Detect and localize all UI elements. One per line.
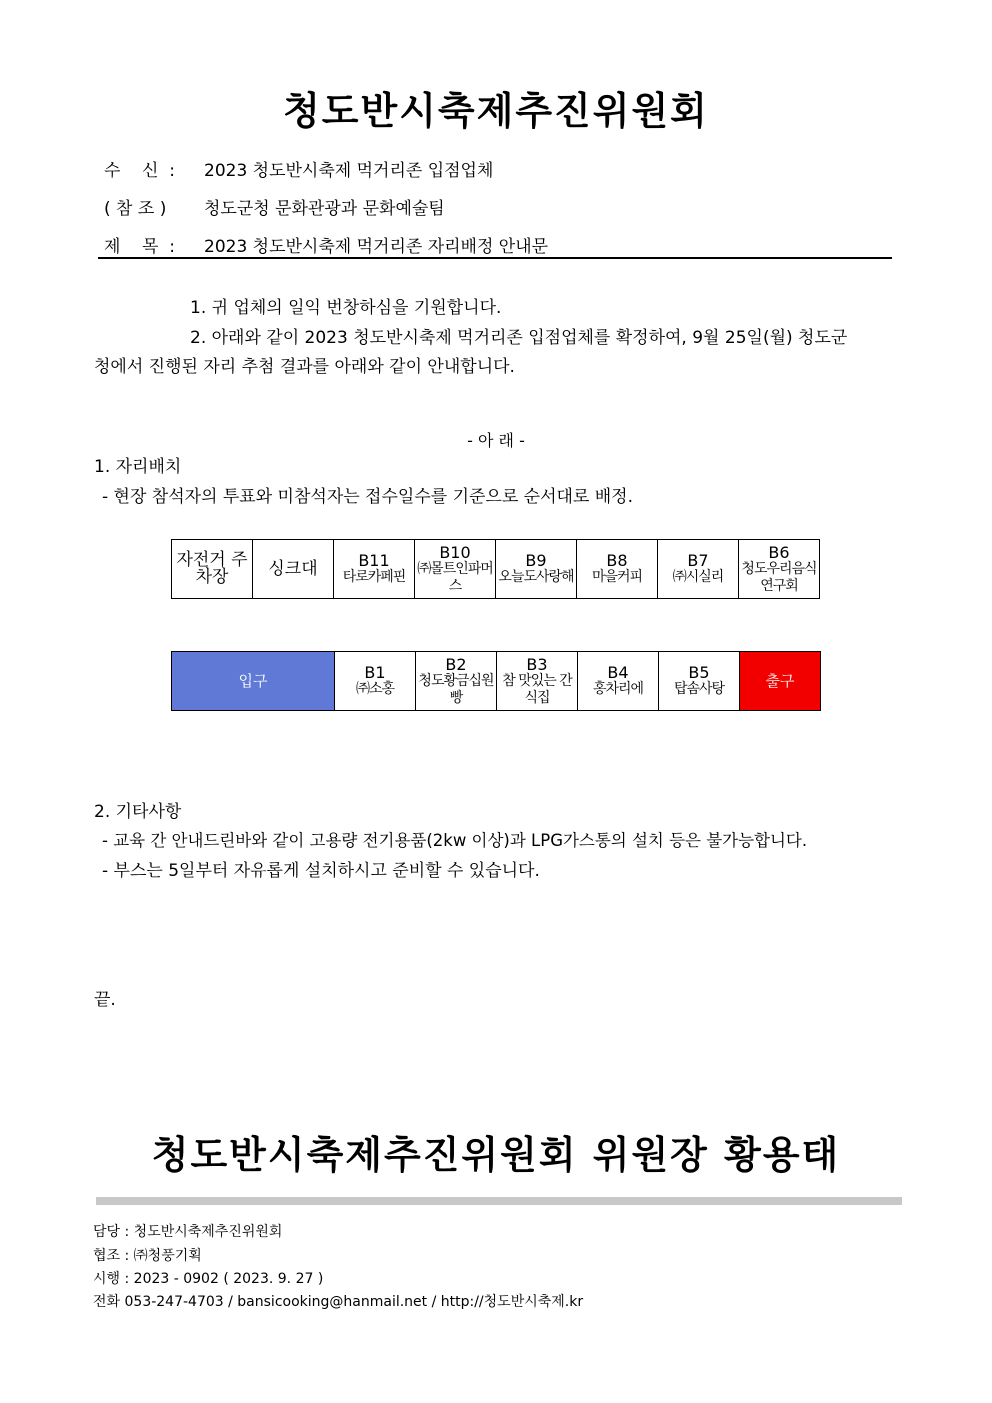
section1-heading: 1. 자리배치 xyxy=(94,457,182,477)
booth-code: B7 xyxy=(687,551,709,570)
booth-code: B3 xyxy=(526,654,548,674)
booth-code: B2 xyxy=(445,654,467,674)
booth-b2 xyxy=(416,652,497,711)
booth-code: B4 xyxy=(607,663,629,682)
exit-cell xyxy=(740,652,821,711)
booth-b6 xyxy=(739,540,820,599)
section1-note: - 현장 참석자의 투표와 미참석자는 접수일수를 기준으로 순서대로 배정. xyxy=(102,487,634,507)
bottom-booth-row xyxy=(171,651,821,711)
below-label: - 아 래 - xyxy=(467,431,525,450)
booth-code: B6 xyxy=(768,542,790,562)
footer-phone: 전화 053-247-4703 / bansicooking@hanmail.net / http://청도반시축제.kr xyxy=(93,1294,584,1310)
footer-divider xyxy=(96,1197,902,1205)
booth-code: B5 xyxy=(688,663,710,682)
paragraph-2-line-1: 2. 아래와 같이 2023 청도반시축제 먹거리존 입점업체를 확정하여, 9월 25일(월) 청도군 xyxy=(190,328,848,348)
header-divider xyxy=(98,257,892,259)
footer-issue: 시행 : 2023 - 0902 ( 2023. 9. 27 ) xyxy=(93,1271,324,1287)
booth-b11 xyxy=(334,540,415,599)
paragraph-1: 1. 귀 업체의 일익 번창하심을 기원합니다. xyxy=(190,298,502,318)
reference-value: 청도군청 문화관광과 문화예술팀 xyxy=(204,199,445,219)
recipient-row xyxy=(104,156,493,181)
bike-parking-label: 자전거 주차장 xyxy=(176,550,248,587)
subject-label: 제 목 : xyxy=(104,237,175,257)
booth-name: 홍차리에 xyxy=(592,681,644,697)
booth-b7 xyxy=(658,540,739,599)
reference-label: ( 참 조 ) xyxy=(104,199,167,219)
booth-code: B8 xyxy=(606,551,628,570)
footer-cooperation: 협조 : ㈜청풍기획 xyxy=(93,1248,202,1264)
footer-contact: 담당 : 청도반시축제추진위원회 xyxy=(93,1224,283,1240)
sink-label: 싱크대 xyxy=(268,558,318,579)
booth-name: ㈜소홍 xyxy=(355,681,395,697)
bike-parking-cell xyxy=(172,540,253,599)
booth-name: ㈜몰트인파머스 xyxy=(417,560,493,594)
booth-name: 청도우리음식연구회 xyxy=(741,560,817,594)
booth-name: 탑솜사탕 xyxy=(673,681,725,697)
sink-cell xyxy=(253,540,334,599)
paragraph-2-line-2: 청에서 진행된 자리 추첨 결과를 아래와 같이 안내합니다. xyxy=(94,357,515,377)
booth-b9 xyxy=(496,540,577,599)
section2-heading: 2. 기타사항 xyxy=(94,802,182,822)
booth-b10 xyxy=(415,540,496,599)
entrance-cell xyxy=(172,652,335,711)
booth-name: 참 맛있는 간식집 xyxy=(502,672,572,706)
subject-value: 2023 청도반시축제 먹거리존 자리배정 안내문 xyxy=(204,237,549,257)
reference-row xyxy=(104,194,445,219)
booth-code: B9 xyxy=(525,551,547,570)
booth-name: 타로카페핀 xyxy=(342,569,406,585)
signature: 청도반시축제추진위원회 위원장 황용태 xyxy=(151,1132,841,1177)
recipient-value: 2023 청도반시축제 먹거리존 입점업체 xyxy=(204,161,494,181)
exit-label: 출구 xyxy=(765,671,795,690)
booth-b5 xyxy=(659,652,740,711)
section2-item-1: - 교육 간 안내드린바와 같이 고용량 전기용품(2kw 이상)과 LPG가스통의 설치 등은 불가능합니다. xyxy=(102,831,808,850)
booth-name: ㈜시실리 xyxy=(672,569,724,585)
booth-b4 xyxy=(578,652,659,711)
end-mark: 끝. xyxy=(94,990,116,1010)
booth-b8 xyxy=(577,540,658,599)
booth-code: B10 xyxy=(439,542,471,562)
booth-name: 마을커피 xyxy=(591,569,643,585)
subject-row xyxy=(104,232,548,257)
entrance-label: 입구 xyxy=(238,671,268,690)
top-booth-row xyxy=(171,539,820,599)
document-title: 청도반시축제추진위원회 xyxy=(283,88,709,133)
booth-b3 xyxy=(497,652,578,711)
booth-b1 xyxy=(335,652,416,711)
booth-name: 오늘도사랑해 xyxy=(498,569,574,585)
section2-item-2: - 부스는 5일부터 자유롭게 설치하시고 준비할 수 있습니다. xyxy=(102,861,540,881)
booth-name: 청도황금십원빵 xyxy=(418,672,494,706)
booth-code: B11 xyxy=(358,551,390,570)
recipient-label: 수 신 : xyxy=(104,161,175,181)
booth-code: B1 xyxy=(364,663,386,682)
